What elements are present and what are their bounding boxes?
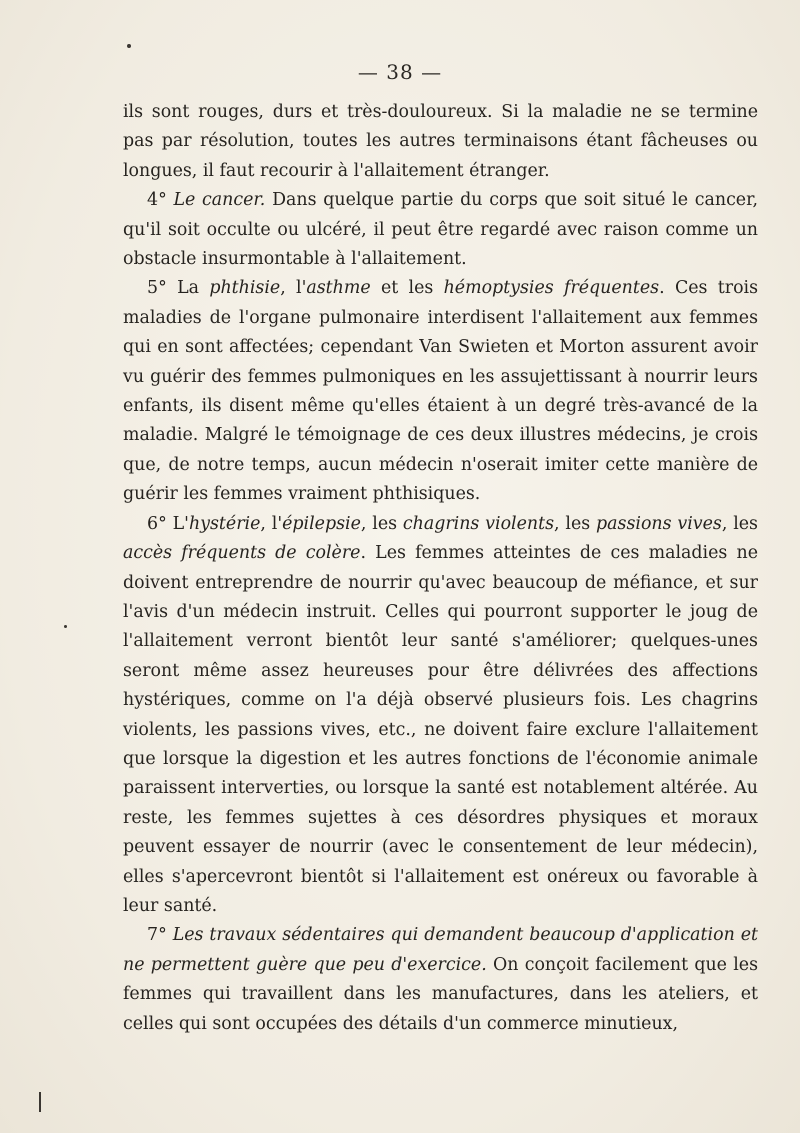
- title-italic: phthisie: [209, 278, 281, 299]
- title-text: et les: [370, 278, 444, 299]
- paragraph-travaux: [123, 921, 758, 1039]
- item-title: Le cancer.: [173, 190, 266, 211]
- margin-mark: [39, 1092, 41, 1112]
- title-text: L': [172, 513, 189, 534]
- paragraph-text: On conçoit facilement que les femmes qui travaillent dans les manufactures, dans les ateliers, et celles qui sont occupées des détails d'un commerce minutieux,: [123, 954, 758, 1034]
- title-text: , les: [721, 513, 758, 534]
- item-number: 6°: [147, 513, 167, 534]
- title-italic: accès fréquents de colère: [123, 543, 361, 564]
- title-italic: hystérie: [188, 513, 261, 534]
- paragraph-text: Les femmes atteintes de ces maladies ne doivent entreprendre de nourrir qu'avec beaucoup de méfiance, et sur l'avis d'un médecin instruit. Celles qui pourront supporter le joug de l'allaitement verront bientôt leur santé s'améliorer; quelques-unes seront même assez heureuses pour être délivrées des affections hystériques, comme on l'a déjà observé plusieurs fois. Les chagrins violents, les passions vives, etc., ne doivent faire exclure l'allaitement que lorsque la digestion et les autres fonctions de l'économie animale paraissent interverties, ou lorsque la santé est notablement altérée. Au reste, les femmes sujettes à ces désordres physiques et moraux peuvent essayer de nourrir (avec le consentement de leur médecin), elles s'apercevront bientôt si l'allaitement est onéreux ou favorable à leur santé.: [123, 543, 758, 916]
- paragraph-hysterie: [123, 510, 758, 922]
- item-number: 5°: [147, 278, 167, 299]
- paragraph-text: ils sont rouges, durs et très-douloureux. Si la maladie ne se termine pas par résolution, toutes les autres terminaisons étant fâcheuses ou longues, il faut recourir à l'allaitement étranger.: [123, 102, 758, 181]
- title-text: .: [659, 278, 665, 299]
- paragraph-cancer: [123, 186, 758, 274]
- paragraph-text: Dans quelque partie du corps que soit situé le cancer, qu'il soit occulte ou ulcéré, il peut être regardé avec raison comme un obstacle insurmontable à l'allaitement.: [123, 190, 759, 270]
- paper-speck: [127, 44, 131, 48]
- paper-speck: [64, 625, 67, 628]
- paragraph-phthisie: [123, 274, 758, 509]
- body-text: [123, 98, 758, 1039]
- title-text: La: [177, 278, 210, 299]
- item-title: Les travaux sédentaires qui demandent beaucoup d'application et ne permettent guère que peu d'exercice.: [123, 925, 758, 975]
- title-italic: passions vives: [596, 513, 722, 534]
- title-text: , les: [554, 513, 597, 534]
- title-italic: chagrins violents: [402, 513, 555, 534]
- title-text: , les: [360, 513, 403, 534]
- paragraph-continuation: [123, 98, 758, 186]
- page-number: — 38 —: [357, 60, 443, 84]
- paragraph-text: Ces trois maladies de l'organe pulmonaire interdisent l'allaitement aux femmes qui en sont affectées; cependant Van Swieten et Morton assurent avoir vu guérir des femmes pulmoniques en les assujettissant à nourrir leurs enfants, ils disent même qu'elles étaient à un degré très-avancé de la maladie. Malgré le témoignage de ces deux illustres médecins, je crois que, de notre temps, aucun médecin n'oserait imiter cette manière de guérir les femmes vraiment phthisiques.: [123, 278, 759, 505]
- item-number: 4°: [147, 190, 167, 211]
- title-italic: hémoptysies fréquentes: [443, 278, 660, 299]
- title-text: , l': [280, 278, 307, 299]
- item-number: 7°: [147, 925, 167, 946]
- title-text: .: [360, 543, 366, 564]
- title-italic: épilepsie: [282, 513, 361, 534]
- title-italic: asthme: [306, 278, 371, 299]
- title-text: , l': [260, 513, 283, 534]
